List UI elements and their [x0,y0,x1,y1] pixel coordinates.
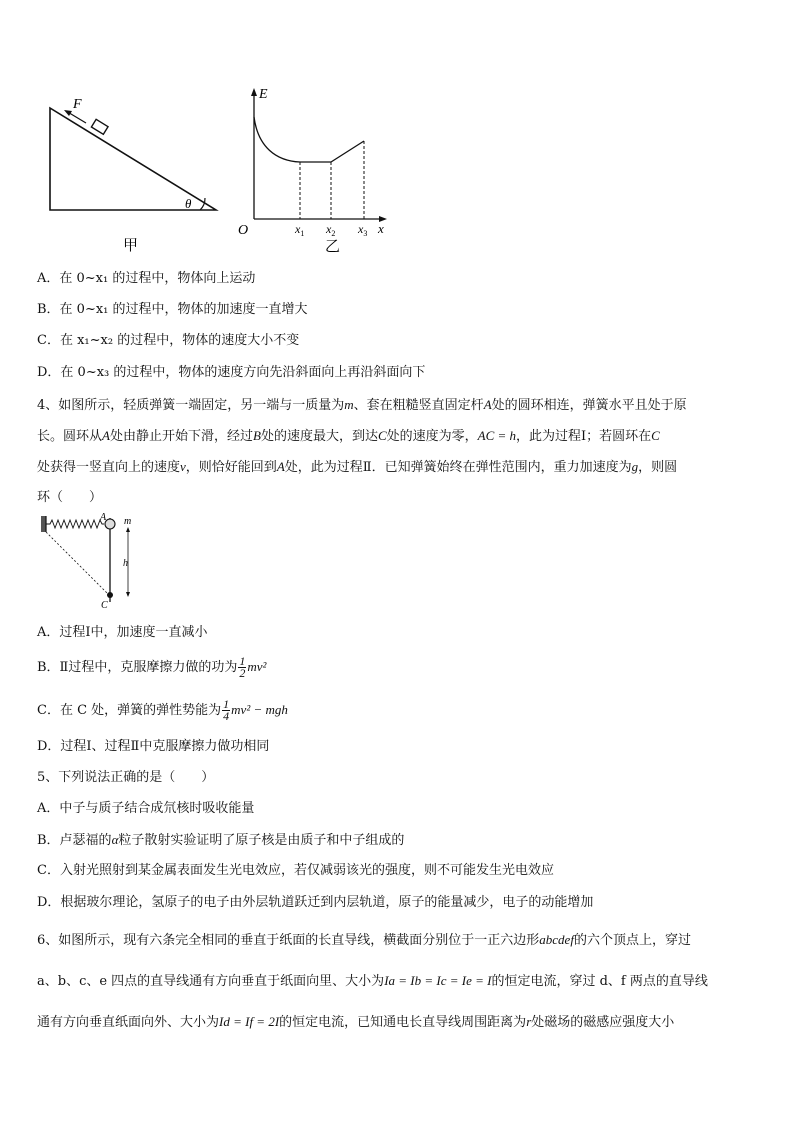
q6-stem-line2: a、b、c、e 四点的直导线通有方向垂直于纸面向里、大小为Ia = Ib = Ic = Ie = I的恒定电流，穿过 d、f 两点的直导线 [37,973,708,989]
h-label: h [123,558,128,569]
wall [41,516,46,532]
q5-stem: 5、下列说法正确的是（ ） [37,770,215,785]
q3-option-a: A．在 0~x₁ 的过程中，物体向上运动 [37,271,256,286]
spring-ring-figure [38,512,148,616]
q5-option-b: B．卢瑟福的α粒子散射实验证明了原子核是由质子和中子组成的 [37,832,405,848]
incline-triangle [50,108,216,210]
q6-stem-line1: 6、如图所示，现有六条完全相同的垂直于纸面的长直导线，横截面分别位于一正六边形abcdef的六个顶点上，穿过 [37,932,691,948]
force-arrow-head [64,110,72,116]
q3-option-c: C．在 x₁~x₂ 的过程中，物体的速度大小不变 [37,333,300,348]
ring-at-a [105,519,115,529]
q5-option-c: C．入射光照射到某金属表面发生光电效应，若仅减弱该光的强度，则不可能发生光电效应 [37,863,554,878]
q4-option-d: D．过程Ⅰ、过程Ⅱ中克服摩擦力做功相同 [37,739,270,754]
spring-dashed [46,532,108,594]
energy-curve [254,117,364,162]
h-arrow-bottom [126,592,130,597]
fraction-half: $\frac{1}{2}$ [239,654,246,680]
q4-stem-line4: 环（ ） [37,490,103,505]
q5-option-d: D．根据玻尔理论，氢原子的电子由外层轨道跃迁到内层轨道，原子的能量减少，电子的动能增加 [37,895,594,910]
block [91,119,108,134]
incline-figure [40,95,230,255]
origin-label: O [238,223,249,238]
q4-stem-line3: 处获得一竖直向上的速度v，则恰好能回到A处，此为过程Ⅱ．已知弹簧始终在弹性范围内，重力加速度为g，则圆 [37,459,678,475]
point-a-label: A [100,512,107,523]
q4-stem-line2: 长。圆环从A处由静止开始下滑，经过B处的速度最大，到达C处的速度为零，AC = h，此为过程Ⅰ；若圆环在C [37,428,660,444]
mass-label: m [124,516,132,527]
fig-jia-caption: 甲 [123,238,139,254]
spring [46,520,104,528]
angle-label: θ [185,196,192,211]
y-axis-label: E [259,87,268,102]
h-arrow-top [126,527,130,532]
q4-option-c: C．在 C 处，弹簧的弹性势能为 $\frac{1}{4}$ mv² − mgh [37,697,288,723]
fraction-quarter: $\frac{1}{4}$ [223,697,230,723]
q4-option-b: B．Ⅱ过程中，克服摩擦力做的功为 $\frac{1}{2}$ mv² [37,654,267,680]
q3-option-d: D．在 0~x₃ 的过程中，物体的速度方向先沿斜面向上再沿斜面向下 [37,365,426,380]
q4-option-a: A．过程Ⅰ中，加速度一直减小 [37,625,208,640]
q4-stem-line1: 4、如图所示，轻质弹簧一端固定，另一端与一质量为m、套在粗糙竖直固定杆A处的圆环相连，弹簧水平且处于原 [37,397,687,413]
x-axis-label: x [378,221,384,236]
ring-at-c [107,592,113,598]
fig-yi-caption: 乙 [325,239,341,255]
x3-label: $x_3$ [358,222,368,238]
q3-option-b: B．在 0~x₁ 的过程中，物体的加速度一直增大 [37,302,308,317]
force-label: F [73,97,82,112]
x1-label: $x_1$ [295,222,305,238]
q6-stem-line3: 通有方向垂直纸面向外、大小为Id = If = 2I的恒定电流，已知通电长直导线周围距离为r处磁场的磁感应强度大小 [37,1014,675,1030]
energy-graph [232,85,397,257]
point-c-label: C [101,600,108,611]
y-axis-arrow [251,88,257,96]
x2-label: $x_2$ [326,222,336,238]
q5-option-a: A．中子与质子结合成氘核时吸收能量 [37,801,255,816]
